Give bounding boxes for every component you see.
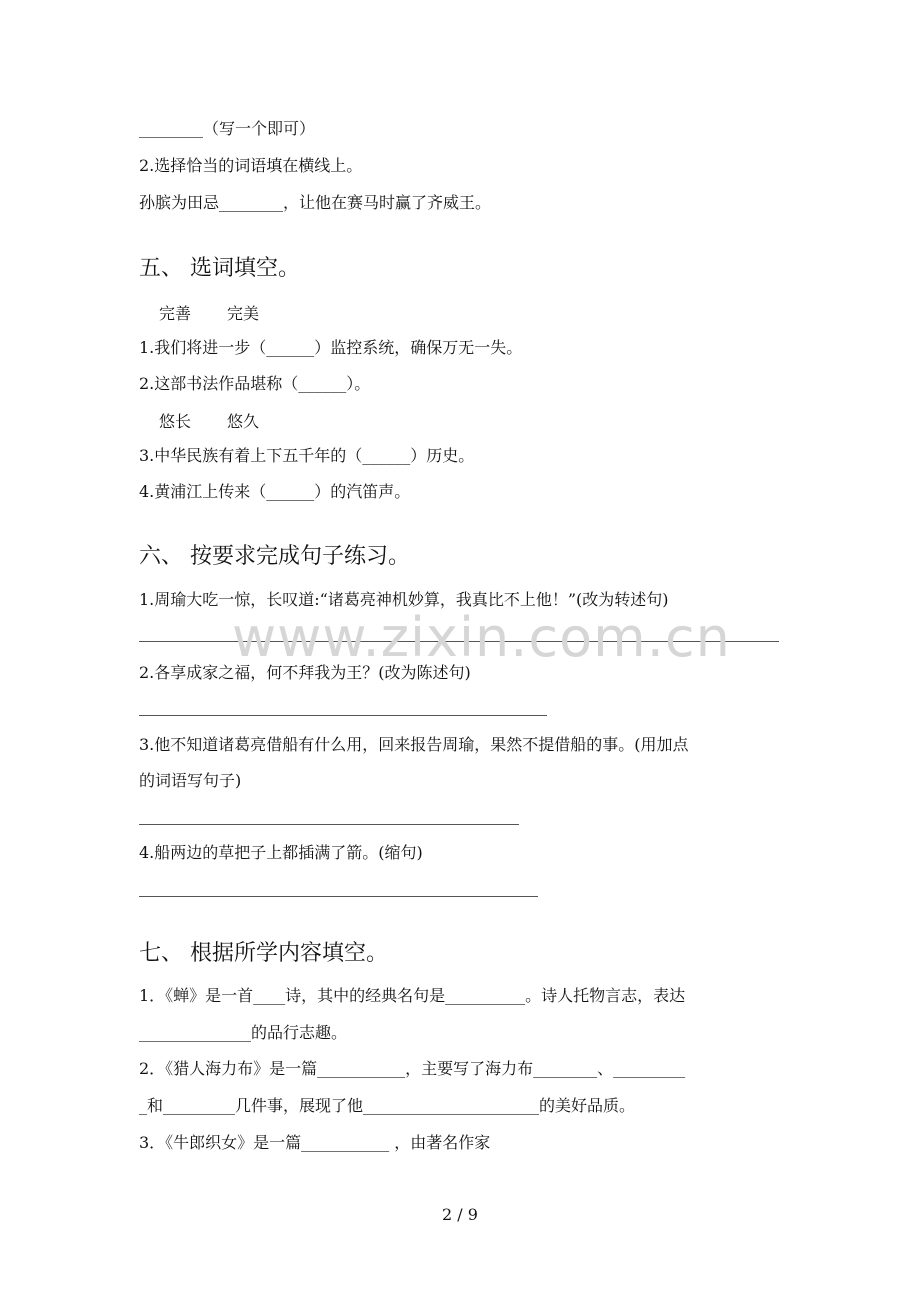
s7-question-1-line-2: ______________的品行志趣。 — [139, 1023, 348, 1042]
s6-question-1: 1.周瑜大吃一惊，长叹道:“诸葛亮神机妙算，我真比不上他！”(改为转述句) — [139, 590, 669, 609]
top-line-2: 2.选择恰当的词语填在横线上。 — [139, 156, 363, 175]
option-word: 悠长 — [159, 412, 192, 431]
s5-question-1: 1.我们将进一步（______）监控系统，确保万无一失。 — [139, 338, 523, 357]
top-line-1: ________（写一个即可） — [139, 119, 316, 138]
section-5-title: 五、 选词填空。 — [139, 256, 300, 281]
word-options-2 — [159, 409, 259, 432]
top-line-3: 孙膑为田忌________，让他在赛马时赢了齐威王。 — [139, 193, 492, 212]
section-7-title: 七、 根据所学内容填空。 — [139, 941, 388, 966]
s6-question-3-line-2: 的词语写句子) — [139, 771, 242, 790]
page-number: 2 / 9 — [442, 1205, 478, 1224]
answer-line — [139, 824, 519, 825]
watermark: www.zixin.com.cn — [232, 606, 731, 669]
option-word: 悠久 — [227, 412, 260, 431]
option-word: 完美 — [227, 304, 260, 323]
s5-question-4: 4.黄浦江上传来（______）的汽笛声。 — [139, 482, 411, 501]
s6-question-2: 2.各享成家之福，何不拜我为王？(改为陈述句) — [139, 663, 471, 682]
s6-question-4: 4.船两边的草把子上都插满了箭。(缩句) — [139, 843, 423, 862]
word-options-1 — [159, 301, 259, 324]
s5-question-2: 2.这部书法作品堪称（______）。 — [139, 374, 371, 393]
s5-question-3: 3.中华民族有着上下五千年的（______）历史。 — [139, 446, 475, 465]
option-word: 完善 — [159, 304, 192, 323]
s7-question-1-line-1: 1．《蝉》是一首____诗，其中的经典名句是__________。诗人托物言志，表达 — [139, 986, 686, 1005]
s7-question-3: 3．《牛郎织女》是一篇___________ ，由著名作家 — [139, 1133, 491, 1152]
section-6-title: 六、 按要求完成句子练习。 — [139, 544, 410, 569]
s6-question-3-line-1: 3.他不知道诸葛亮借船有什么用，回来报告周瑜，果然不提借船的事。(用加点 — [139, 735, 689, 754]
s7-question-2-line-2: _和_________几件事，展现了他______________________的美好品质。 — [139, 1096, 636, 1115]
answer-line — [139, 896, 538, 897]
s7-question-2-line-1: 2．《猎人海力布》是一篇___________，主要写了海力布________、_________ — [139, 1059, 686, 1078]
answer-line — [139, 715, 547, 716]
